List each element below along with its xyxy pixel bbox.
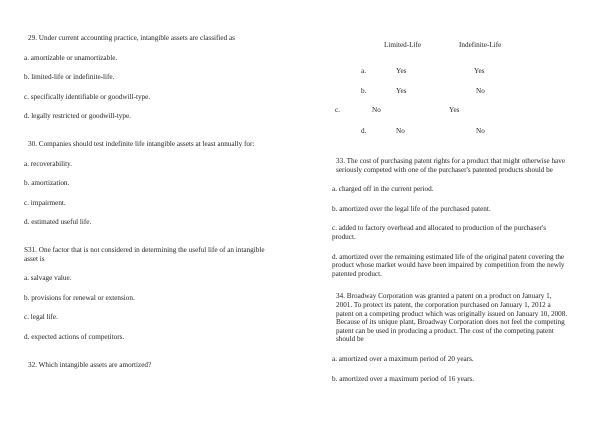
question-33 — [332, 157, 568, 278]
option-a: a. amortizable or unamortizable. — [24, 53, 118, 62]
limited-value: No — [372, 106, 381, 114]
question-34-stem: 34. Broadway Corporation was granted a patent on a product on January 1, 2001. To protect its patent, the corporation purchased on January 1, 2012 a patent on a competing product which was originally issued on January 10, 2008. Because of its unique plant, Broadway Corporation does not feel the competing patent can be used in producing a product. The cost of the competing patent should be — [336, 292, 568, 344]
header-limited-life: Limited-Life — [384, 41, 422, 49]
question-31-stem: S31. One factor that is not considered in determining the useful life of an intangible asset is — [24, 245, 265, 263]
option-c: c. added to factory overhead and allocated to production of the purchaser's product. — [332, 224, 547, 241]
option-a: a. salvage value. — [24, 274, 72, 283]
option-d: d. legally restricted or goodwill-type. — [24, 112, 131, 121]
option-b: b. amortized over the legal life of the purchased patent. — [332, 204, 491, 213]
row-letter: b. — [361, 87, 367, 95]
question-32-stem: 32. Which intangible assets are amortized? — [28, 360, 152, 369]
indefinite-value: Yes — [449, 106, 460, 114]
row-letter: d. — [361, 127, 367, 135]
option-b: b. amortization. — [24, 179, 70, 188]
option-a: a. recoverability. — [24, 159, 73, 168]
question-29 — [24, 34, 274, 121]
row-letter: a. — [361, 67, 366, 75]
option-a: a. charged off in the current period. — [332, 185, 434, 194]
option-b: b. amortized over a maximum period of 16 years. — [332, 374, 475, 383]
option-a: a. amortized over a maximum period of 20 years. — [332, 354, 474, 363]
question-30-stem: 30. Companies should test indefinite life intangible assets at least annually for: — [28, 139, 255, 148]
limited-value: Yes — [396, 67, 407, 75]
question-32 — [24, 361, 274, 370]
question-31 — [24, 246, 274, 342]
question-34 — [332, 292, 568, 383]
option-b: b. provisions for renewal or extension. — [24, 293, 135, 302]
question-29-stem: 29. Under current accounting practice, intangible assets are classified as — [28, 34, 235, 42]
option-c: c. specifically identifiable or goodwill-type. — [24, 92, 151, 101]
header-indefinite-life: Indefinite-Life — [459, 41, 502, 49]
option-d: d. amortized over the remaining estimated life of the original patent covering the product whose market would have been impaired by competition from the newly patented product. — [332, 252, 565, 278]
answer-table-q32 — [332, 41, 568, 135]
option-c: c. legal life. — [24, 313, 58, 322]
option-d: d. expected actions of competitors. — [24, 332, 125, 341]
limited-value: Yes — [396, 87, 407, 95]
right-column — [332, 34, 568, 394]
table-row — [332, 106, 568, 116]
option-c: c. impairment. — [24, 198, 66, 207]
question-33-stem: 33. The cost of purchasing patent rights for a product that might otherwise have seriously competed with one of the purchaser's patented products should be — [336, 157, 566, 174]
limited-value: No — [396, 127, 405, 135]
question-30 — [24, 140, 274, 227]
option-d: d. estimated useful life. — [24, 218, 92, 227]
indefinite-value: No — [476, 127, 485, 135]
left-column — [24, 34, 274, 380]
row-letter: c. — [335, 106, 340, 114]
table-row — [332, 127, 568, 137]
indefinite-value: No — [476, 87, 485, 95]
indefinite-value: Yes — [474, 67, 485, 75]
table-row — [332, 87, 568, 97]
table-row — [332, 67, 568, 77]
option-b: b. limited-life or indefinite-life. — [24, 73, 115, 82]
